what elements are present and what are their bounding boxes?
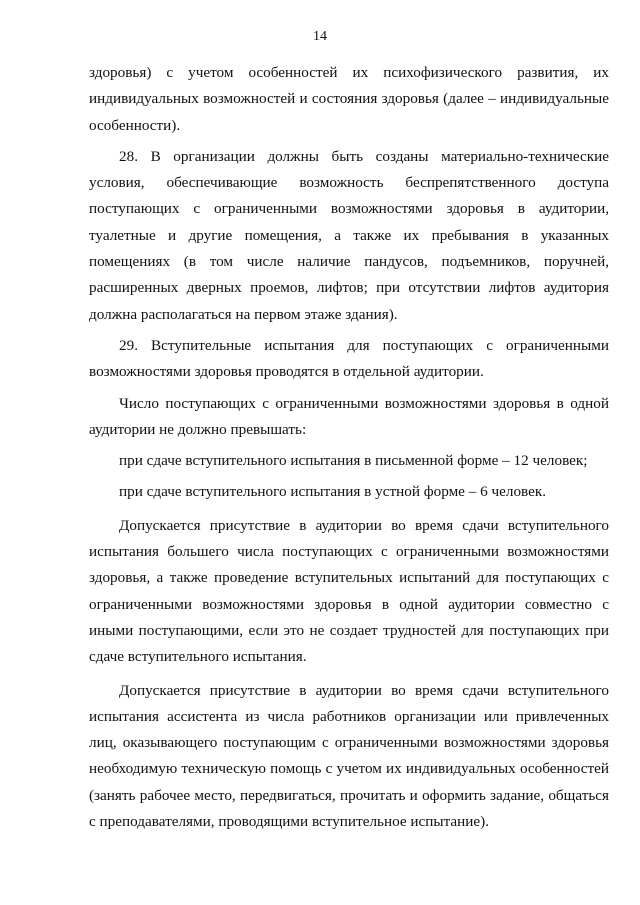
paragraph-oral-limit: при сдаче вступительного испытания в устной форме – 6 человек. xyxy=(119,483,547,501)
paragraph-written-limit: при сдаче вступительного испытания в письменной форме – 12 человек; xyxy=(119,452,588,470)
paragraph-29: 29. Вступительные испытания для поступающих с ограниченными возможностями здоровья проводятся в отдельной аудитории. xyxy=(89,336,609,381)
page-number: 14 xyxy=(313,29,327,44)
paragraph-28: 28. В организации должны быть созданы материально-технические условия, обеспечивающие возможность беспрепятственного доступа поступающих с ограниченными возможностями здоровья в аудитории, туалетные и другие помещения, а также их пребывания в указанных помещениях (в том числе наличие пандусов, подъемников, поручней, расширенных дверных проемов, лифтов; при отсутствии лифтов аудитория должна располагаться на первом этаже здания). xyxy=(89,147,609,323)
paragraph-larger-group: Допускается присутствие в аудитории во время сдачи вступительного испытания большего числа поступающих с ограниченными возможностями здоровья, а также проведение вступительных испытаний для поступающих с ограниченными возможностями здоровья в одной аудитории совместно с иными поступающими, если это не создает трудностей для поступающих при сдаче вступительного испытания. xyxy=(89,516,609,666)
document-body xyxy=(89,60,609,835)
paragraph-continuation: здоровья) с учетом особенностей их психофизического развития, их индивидуальных возможностей и состояния здоровья (далее – индивидуальные особенности). xyxy=(89,64,609,134)
paragraph-assistant: Допускается присутствие в аудитории во время сдачи вступительного испытания ассистента из числа работников организации или привлеченных лиц, оказывающего поступающим с ограниченными возможностями здоровья необходимую техническую помощь с учетом их индивидуальных особенностей (занять рабочее место, передвигаться, прочитать и оформить задание, общаться с преподавателями, проводящими вступительное испытание). xyxy=(89,681,609,831)
paragraph-limit-intro: Число поступающих с ограниченными возможностями здоровья в одной аудитории не должно превышать: xyxy=(89,394,609,438)
